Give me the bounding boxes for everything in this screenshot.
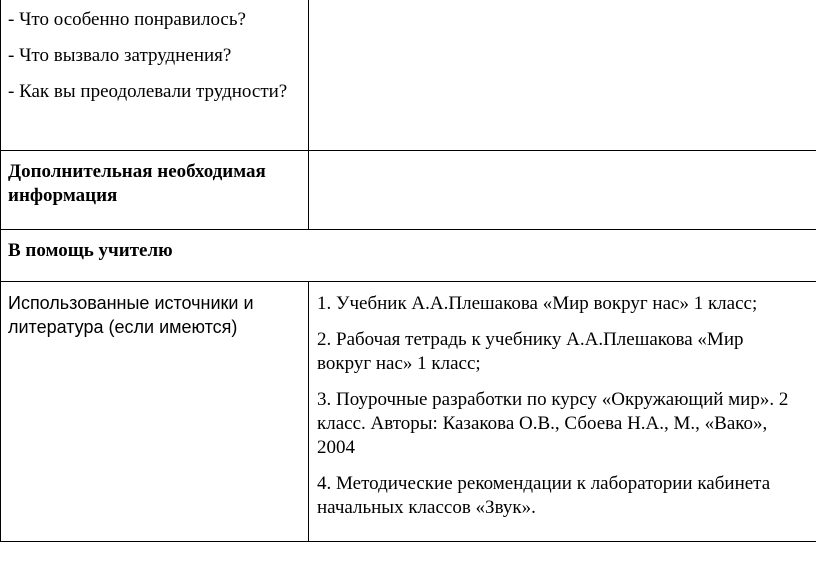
reflection-questions-cell (8, 8, 298, 116)
source-item-4: 4. Методические рекомендации к лаборатории кабинета начальных классов «Звук». (317, 473, 771, 518)
source-item-3: 3. Поурочные разработки по курсу «Окружающий мир». 2 класс. Авторы: Казакова О.В., Сбоева Н.А., М., «Вако», 2004 (317, 389, 789, 458)
table-border-bottom (0, 541, 816, 542)
reflection-question-overcoming: - Как вы преодолевали трудности? (8, 81, 288, 102)
table-column-divider-top (308, 0, 309, 230)
table-border-left (0, 0, 1, 542)
table-row-divider-3 (0, 281, 816, 282)
table-row-divider-1 (0, 150, 816, 151)
reflection-question-liked: - Что особенно понравилось? (8, 9, 246, 30)
source-item-1: 1. Учебник А.А.Плешакова «Мир вокруг нас» 1 класс; (317, 293, 758, 314)
additional-info-label: Дополнительная необходимая информация (8, 161, 266, 206)
source-item-2: 2. Рабочая тетрадь к учебнику А.А.Плешакова «Мир вокруг нас» 1 класс; (317, 329, 744, 374)
reflection-question-difficulties: - Что вызвало затруднения? (8, 45, 232, 66)
teacher-help-label: В помощь учителю (8, 240, 173, 261)
table-column-divider-bottom (308, 281, 309, 542)
sources-list (317, 292, 797, 532)
table-row-divider-2 (0, 229, 816, 230)
sources-label: Использованные источники и литература (если имеются) (8, 293, 254, 337)
